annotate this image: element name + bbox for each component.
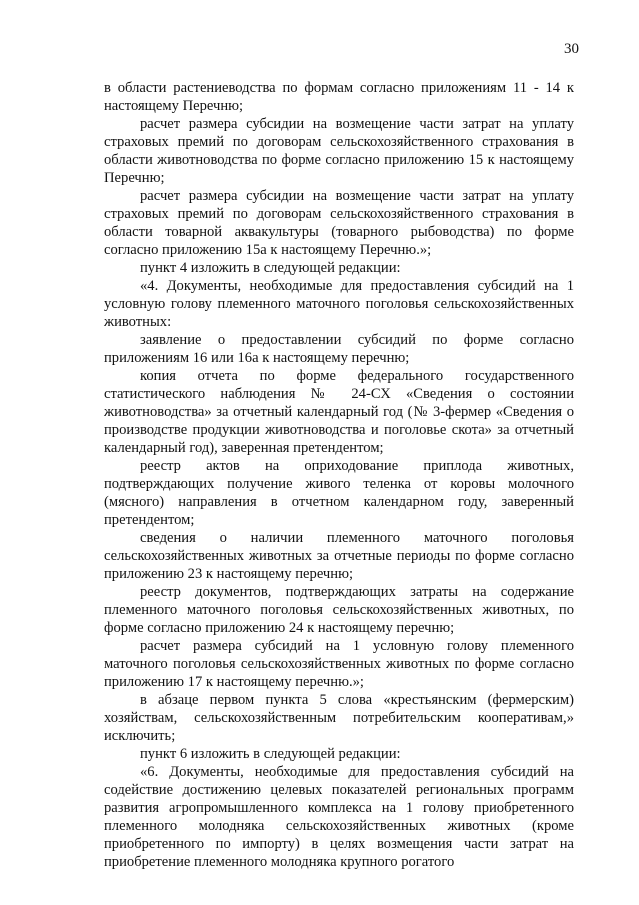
- paragraph: расчет размера субсидии на возмещение части затрат на уплату страховых премий по договорам сельскохозяйственного страхования в области товарной аквакультуры (товарного рыбоводства) по форме согласно приложению 15а к настоящему Перечню.»;: [104, 188, 574, 258]
- paragraph: в области растениеводства по формам согласно приложениям 11 - 14 к настоящему Перечню;: [104, 80, 574, 114]
- paragraph: пункт 4 изложить в следующей редакции:: [140, 260, 401, 276]
- paragraph: реестр документов, подтверждающих затраты на содержание племенного маточного поголовья сельскохозяйственных животных, по форме согласно приложению 24 к настоящему перечню;: [104, 584, 574, 636]
- paragraph: расчет размера субсидий на 1 условную голову племенного маточного поголовья сельскохозяйственных животных по форме согласно приложению 17 к настоящему перечню.»;: [104, 638, 574, 690]
- paragraph: в абзаце первом пункта 5 слова «крестьянским (фермерским) хозяйствам, сельскохозяйственным потребительским кооперативам,» исключить;: [104, 692, 574, 744]
- paragraph: «6. Документы, необходимые для предоставления субсидий на содействие достижению целевых показателей региональных программ развития агропромышленного комплекса на 1 голову приобретенного племенного молодняка сельскохозяйственных животных (кроме приобретенного по импорту) в целях возмещения части затрат на приобретение племенного молодняка крупного рогатого: [104, 764, 574, 870]
- paragraph: расчет размера субсидии на возмещение части затрат на уплату страховых премий по договорам сельскохозяйственного страхования в области животноводства по форме согласно приложению 15 к настоящему Перечню;: [104, 116, 574, 186]
- paragraph: заявление о предоставлении субсидий по форме согласно приложениям 16 или 16а к настоящему перечню;: [104, 332, 574, 366]
- paragraph: реестр актов на оприходование приплода животных, подтверждающих получение живого теленка от коровы молочного (мясного) направления в отчетном календарном году, заверенный претендентом;: [104, 458, 574, 528]
- paragraph: сведения о наличии племенного маточного поголовья сельскохозяйственных животных за отчетные периоды по форме согласно приложению 23 к настоящему перечню;: [104, 530, 574, 582]
- paragraph: копия отчета по форме федерального государственного статистического наблюдения № 24-СХ «Сведения о состоянии животноводства» за отчетный календарный год (№ 3-фермер «Сведения о производстве продукции животноводства и поголовье скота» за отчетный календарный год), заверенная претендентом;: [104, 368, 574, 456]
- paragraph: пункт 6 изложить в следующей редакции:: [140, 746, 401, 762]
- page-number: 30: [564, 41, 579, 57]
- document-body: [104, 79, 574, 871]
- paragraph: «4. Документы, необходимые для предоставления субсидий на 1 условную голову племенного маточного поголовья сельскохозяйственных животных:: [104, 278, 574, 330]
